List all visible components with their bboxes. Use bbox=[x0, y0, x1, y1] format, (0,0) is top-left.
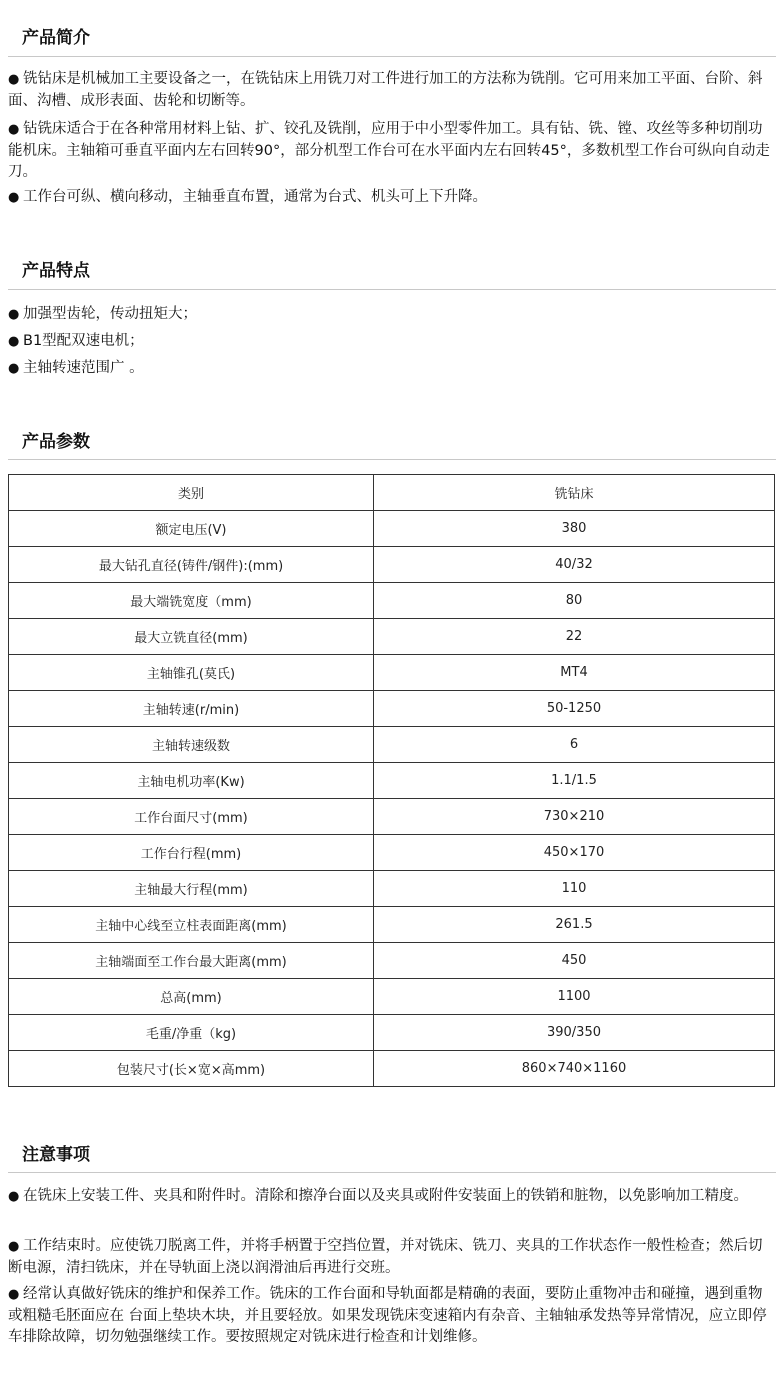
notes-divider bbox=[8, 1172, 776, 1173]
table-row bbox=[9, 727, 775, 763]
bullet-icon: ● bbox=[8, 307, 20, 322]
table-row bbox=[9, 835, 775, 871]
param-value-cell: 80 bbox=[374, 583, 775, 619]
param-value-cell: 860×740×1160 bbox=[374, 1051, 775, 1087]
param-name-cell: 包装尺寸(长×宽×高mm) bbox=[9, 1051, 374, 1087]
param-value-cell: MT4 bbox=[374, 655, 775, 691]
param-value-cell: 50-1250 bbox=[374, 691, 775, 727]
param-value-cell: 261.5 bbox=[374, 907, 775, 943]
bullet-icon: ● bbox=[8, 1189, 20, 1204]
table-row bbox=[9, 979, 775, 1015]
table-row bbox=[9, 511, 775, 547]
bullet-icon: ● bbox=[8, 361, 20, 376]
param-value-cell: 6 bbox=[374, 727, 775, 763]
param-name-cell: 主轴中心线至立柱表面距离(mm) bbox=[9, 907, 374, 943]
feature-item bbox=[8, 331, 776, 353]
table-row bbox=[9, 583, 775, 619]
param-name-cell: 总高(mm) bbox=[9, 979, 374, 1015]
param-value-cell: 110 bbox=[374, 871, 775, 907]
param-name-cell: 主轴转速(r/min) bbox=[9, 691, 374, 727]
param-value-cell: 450 bbox=[374, 943, 775, 979]
intro-paragraph-text: 铣钻床是机械加工主要设备之一，在铣钻床上用铣刀对工件进行加工的方法称为铣削。它可用来加工平面、台阶、斜面、沟槽、成形表面、齿轮和切断等。 bbox=[8, 71, 763, 109]
note-paragraph bbox=[8, 1186, 776, 1208]
note-paragraph bbox=[8, 1236, 776, 1279]
table-row bbox=[9, 763, 775, 799]
param-value-cell: 1100 bbox=[374, 979, 775, 1015]
feature-item-text: 主轴转速范围广 。 bbox=[23, 360, 144, 376]
bullet-icon: ● bbox=[8, 72, 20, 87]
table-header-cell: 铣钻床 bbox=[374, 475, 775, 511]
params-title: 产品参数 bbox=[22, 432, 90, 452]
param-value-cell: 22 bbox=[374, 619, 775, 655]
intro-paragraph bbox=[8, 187, 776, 209]
param-name-cell: 工作台面尺寸(mm) bbox=[9, 799, 374, 835]
table-row bbox=[9, 799, 775, 835]
note-paragraph bbox=[8, 1284, 776, 1349]
intro-paragraph bbox=[8, 119, 776, 184]
bullet-icon: ● bbox=[8, 1287, 20, 1302]
table-row bbox=[9, 655, 775, 691]
param-name-cell: 毛重/净重（kg) bbox=[9, 1015, 374, 1051]
table-row bbox=[9, 871, 775, 907]
param-name-cell: 额定电压(V) bbox=[9, 511, 374, 547]
param-value-cell: 380 bbox=[374, 511, 775, 547]
bullet-icon: ● bbox=[8, 1239, 20, 1254]
note-paragraph-text: 工作结束时。应使铣刀脱离工件，并将手柄置于空挡位置，并对铣床、铣刀、夹具的工作状态作一般性检查；然后切断电源，清扫铣床，并在导轨面上浇以润滑油后再进行交班。 bbox=[8, 1238, 763, 1276]
feature-item bbox=[8, 304, 776, 326]
table-header-cell: 类别 bbox=[9, 475, 374, 511]
param-value-cell: 730×210 bbox=[374, 799, 775, 835]
param-value-cell: 1.1/1.5 bbox=[374, 763, 775, 799]
bullet-icon: ● bbox=[8, 334, 20, 349]
feature-item bbox=[8, 358, 776, 380]
feature-item-text: 加强型齿轮，传动扭矩大； bbox=[23, 306, 197, 322]
param-name-cell: 主轴锥孔(莫氏) bbox=[9, 655, 374, 691]
params-table bbox=[8, 474, 775, 1087]
features-title: 产品特点 bbox=[22, 261, 90, 281]
param-name-cell: 主轴转速级数 bbox=[9, 727, 374, 763]
param-name-cell: 工作台行程(mm) bbox=[9, 835, 374, 871]
notes-title: 注意事项 bbox=[22, 1145, 90, 1165]
note-paragraph-text: 在铣床上安装工件、夹具和附件时。清除和擦净台面以及夹具或附件安装面上的铁销和脏物，以免影响加工精度。 bbox=[23, 1188, 748, 1204]
param-name-cell: 最大立铣直径(mm) bbox=[9, 619, 374, 655]
bullet-icon: ● bbox=[8, 122, 20, 137]
table-header-row bbox=[9, 475, 775, 511]
table-row bbox=[9, 1051, 775, 1087]
intro-paragraph bbox=[8, 69, 776, 112]
param-name-cell: 主轴电机功率(Kw) bbox=[9, 763, 374, 799]
param-name-cell: 主轴最大行程(mm) bbox=[9, 871, 374, 907]
table-row bbox=[9, 943, 775, 979]
note-paragraph-text: 经常认真做好铣床的维护和保养工作。铣床的工作台面和导轨面都是精确的表面，要防止重物冲击和碰撞，遇到重物或粗糙毛胚面应在 台面上垫块木块，并且要轻放。如果发现铣床变速箱内有杂音、主轴轴承发热等异常情况，应立即停车排除故障，切勿勉强继续工作。要按照规定对铣床进行检查和计划维修。 bbox=[8, 1286, 767, 1345]
param-value-cell: 390/350 bbox=[374, 1015, 775, 1051]
intro-paragraph-text: 钻铣床适合于在各种常用材料上钻、扩、铰孔及铣削，应用于中小型零件加工。具有钻、铣、镗、攻丝等多种切削功能机床。主轴箱可垂直平面内左右回转90°，部分机型工作台可在水平面内左右回转45°，多数机型工作台可纵向自动走刀。 bbox=[8, 121, 770, 180]
table-row bbox=[9, 619, 775, 655]
table-row bbox=[9, 1015, 775, 1051]
param-name-cell: 主轴端面至工作台最大距离(mm) bbox=[9, 943, 374, 979]
features-divider bbox=[8, 289, 776, 290]
param-name-cell: 最大端铣宽度（mm) bbox=[9, 583, 374, 619]
intro-divider bbox=[8, 56, 776, 57]
params-divider bbox=[8, 459, 776, 460]
param-value-cell: 40/32 bbox=[374, 547, 775, 583]
param-name-cell: 最大钻孔直径(铸件/钢件):(mm) bbox=[9, 547, 374, 583]
table-row bbox=[9, 907, 775, 943]
intro-paragraph-text: 工作台可纵、横向移动，主轴垂直布置，通常为台式、机头可上下升降。 bbox=[23, 189, 487, 205]
param-value-cell: 450×170 bbox=[374, 835, 775, 871]
intro-title: 产品简介 bbox=[22, 28, 90, 48]
table-row bbox=[9, 547, 775, 583]
bullet-icon: ● bbox=[8, 190, 20, 205]
table-row bbox=[9, 691, 775, 727]
feature-item-text: B1型配双速电机； bbox=[23, 333, 144, 349]
